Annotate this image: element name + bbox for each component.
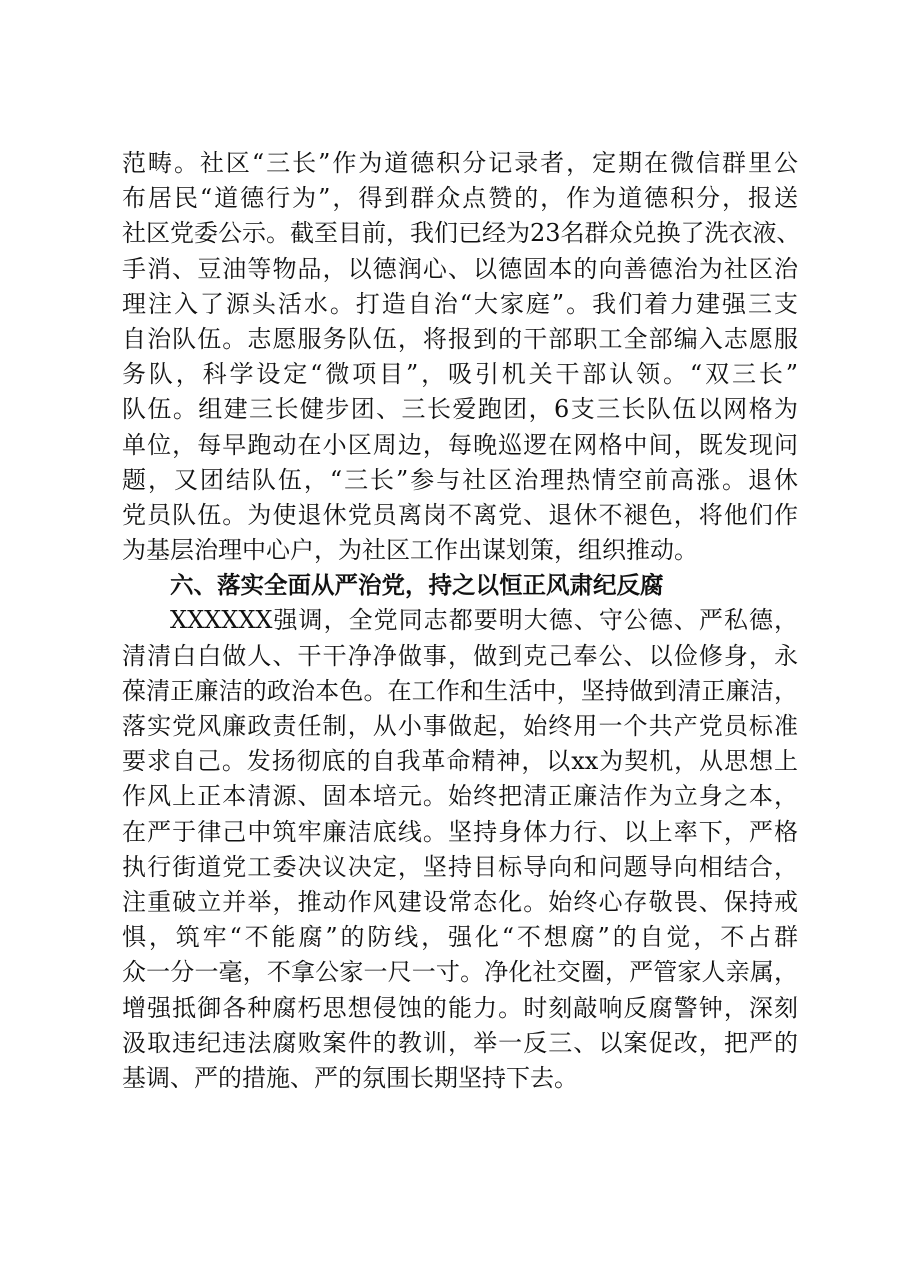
- text-line: 执行街道党工委决议决定，坚持目标导向和问题导向相结合，: [122, 852, 798, 881]
- text-line: 手消、豆油等物品，以德润心、以德固本的向善德治为社区治: [122, 254, 798, 283]
- text-line: 清清白白做人、干干净净做事，做到克己奉公、以俭修身，永: [122, 641, 798, 670]
- text-line: 众一分一毫，不拿公家一尺一寸。净化社交圈，严管家人亲属，: [122, 958, 798, 987]
- text-line: 社区党委公示。截至目前，我们已经为23名群众兑换了洗衣液、: [122, 219, 801, 248]
- text-line: 惧，筑牢“不能腐”的防线，强化“不想腐”的自觉，不占群: [122, 923, 798, 952]
- text-line: 题，又团结队伍，“三长”参与社区治理热情空前高涨。退休: [122, 465, 798, 494]
- text-line: 党员队伍。为使退休党员离岗不离党、退休不褪色，将他们作: [122, 500, 798, 529]
- text-line: 在严于律己中筑牢廉洁底线。坚持身体力行、以上率下，严格: [122, 817, 798, 846]
- text-line: 理注入了源头活水。打造自治“大家庭”。我们着力建强三支: [122, 289, 798, 318]
- paragraph-1: [122, 146, 801, 568]
- text-line: 葆清正廉洁的政治本色。在工作和生活中，坚持做到清正廉洁，: [122, 676, 798, 705]
- text-line: 落实党风廉政责任制，从小事做起，始终用一个共产党员标准: [122, 712, 798, 740]
- text-line: 增强抵御各种腐朽思想侵蚀的能力。时刻敲响反腐警钟，深刻: [122, 993, 798, 1022]
- text-line: 队伍。组建三长健步团、三长爱跑团，6支三长队伍以网格为: [122, 395, 798, 424]
- text-line: 作风上正本清源、固本培元。始终把清正廉洁作为立身之本，: [122, 782, 798, 811]
- text-line: 汲取违纪违法腐败案件的教训，举一反三、以案促改，把严的: [122, 1028, 798, 1057]
- document-body: [122, 146, 801, 1096]
- text-line: 注重破立并举，推动作风建设常态化。始终心存敬畏、保持戒: [122, 887, 798, 916]
- text-line: 务队，科学设定“微项目”，吸引机关干部认领。“双三长”: [122, 360, 798, 389]
- text-line: 范畴。社区“三长”作为道德积分记录者，定期在微信群里公: [122, 149, 798, 177]
- text-line: 布居民“道德行为”，得到群众点赞的，作为道德积分，报送: [122, 184, 798, 213]
- text-line: XXXXXX强调，全党同志都要明大德、守公德、严私德，: [170, 606, 798, 635]
- text-line: 基调、严的措施、严的氛围长期坚持下去。: [122, 1063, 578, 1092]
- section-heading: 六、落实全面从严治党，持之以恒正风肃纪反腐: [170, 571, 664, 600]
- text-line: 要求自己。发扬彻底的自我革命精神，以xx为契机，从思想上: [122, 747, 798, 776]
- text-line: 为基层治理中心户，为社区工作出谋划策，组织推动。: [122, 536, 698, 565]
- paragraph-2: [122, 603, 798, 1096]
- text-line: 自治队伍。志愿服务队伍，将报到的干部职工全部编入志愿服: [122, 324, 798, 353]
- text-line: 单位，每早跑动在小区周边，每晚巡逻在网格中间，既发现问: [122, 430, 798, 459]
